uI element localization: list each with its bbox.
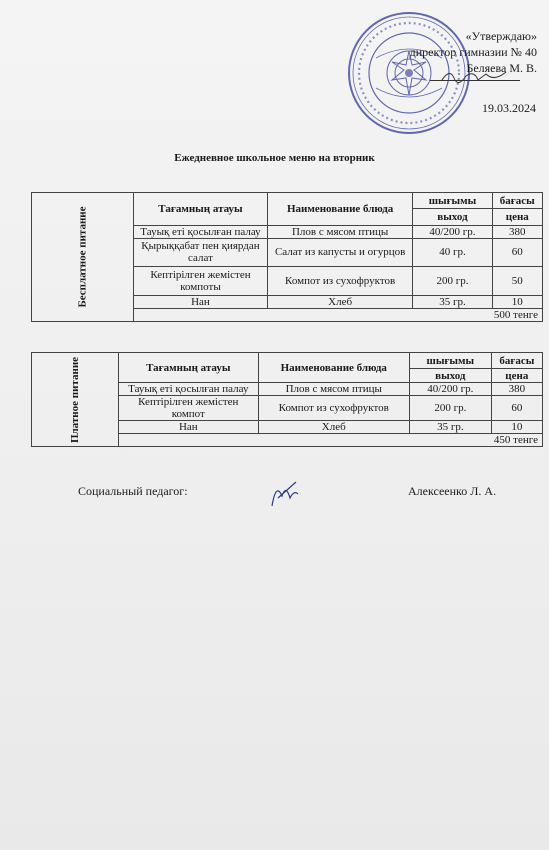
- col-price-kz: бағасы: [491, 353, 542, 369]
- pedagogue-signature: [268, 476, 302, 510]
- dish-output: 35 гр.: [410, 421, 492, 434]
- col-price-kz: бағасы: [492, 193, 542, 209]
- dish-price: 10: [492, 295, 542, 308]
- dish-kz: Нан: [119, 421, 258, 434]
- dish-ru: Хлеб: [267, 295, 412, 308]
- table-total: 450 тенге: [119, 434, 543, 447]
- approval-date: 19.03.2024: [482, 101, 536, 115]
- table-side-label: Бесплатное питание: [32, 193, 134, 322]
- col-kz-name: Тағамның атауы: [119, 353, 258, 383]
- dish-price: 380: [492, 225, 542, 238]
- dish-kz: Нан: [134, 295, 268, 308]
- dish-kz: Қырыққабат пен қиярдан салат: [134, 238, 268, 266]
- dish-output: 200 гр.: [410, 396, 492, 421]
- col-output-kz: шығымы: [410, 353, 492, 369]
- col-price-ru: цена: [492, 209, 542, 225]
- footer-role: Социальный педагог:: [78, 484, 188, 498]
- dish-price: 10: [491, 421, 542, 434]
- col-kz-name: Тағамның атауы: [134, 193, 268, 226]
- approval-position: директор гимназии № 40: [409, 45, 537, 59]
- col-ru-name: Наименование блюда: [258, 353, 410, 383]
- dish-output: 40/200 гр.: [410, 383, 492, 396]
- dish-kz: Кептірілген жемістен компот: [119, 396, 258, 421]
- dish-price: 60: [491, 396, 542, 421]
- free-meal-table: [31, 192, 543, 322]
- dish-price: 60: [492, 238, 542, 266]
- dish-output: 40/200 гр.: [413, 225, 492, 238]
- col-output-kz: шығымы: [413, 193, 492, 209]
- dish-ru: Плов с мясом птицы: [267, 225, 412, 238]
- table-side-label: Платное питание: [32, 353, 119, 447]
- dish-price: 380: [491, 383, 542, 396]
- dish-price: 50: [492, 267, 542, 295]
- dish-kz: Кептірілген жемістен компоты: [134, 267, 268, 295]
- col-output-ru: выход: [410, 369, 492, 383]
- page-title: Ежедневное школьное меню на вторник: [174, 152, 375, 164]
- approval-title: «Утверждаю»: [465, 29, 537, 43]
- dish-kz: Тауық еті қосылған палау: [134, 225, 268, 238]
- table-total: 500 тенге: [134, 308, 543, 321]
- dish-output: 200 гр.: [413, 267, 492, 295]
- col-output-ru: выход: [413, 209, 492, 225]
- director-signature: [440, 66, 510, 86]
- dish-ru: Компот из сухофруктов: [267, 267, 412, 295]
- dish-output: 35 гр.: [413, 295, 492, 308]
- dish-ru: Салат из капусты и огурцов: [267, 238, 412, 266]
- dish-ru: Хлеб: [258, 421, 410, 434]
- paid-meal-table: [31, 352, 543, 447]
- col-price-ru: цена: [491, 369, 542, 383]
- footer-name: Алексеенко Л. А.: [408, 484, 497, 498]
- dish-ru: Плов с мясом птицы: [258, 383, 410, 396]
- approval-name: Беляева М. В.: [466, 61, 537, 75]
- col-ru-name: Наименование блюда: [267, 193, 412, 226]
- dish-output: 40 гр.: [413, 238, 492, 266]
- dish-kz: Тауық еті қосылған палау: [119, 383, 258, 396]
- dish-ru: Компот из сухофруктов: [258, 396, 410, 421]
